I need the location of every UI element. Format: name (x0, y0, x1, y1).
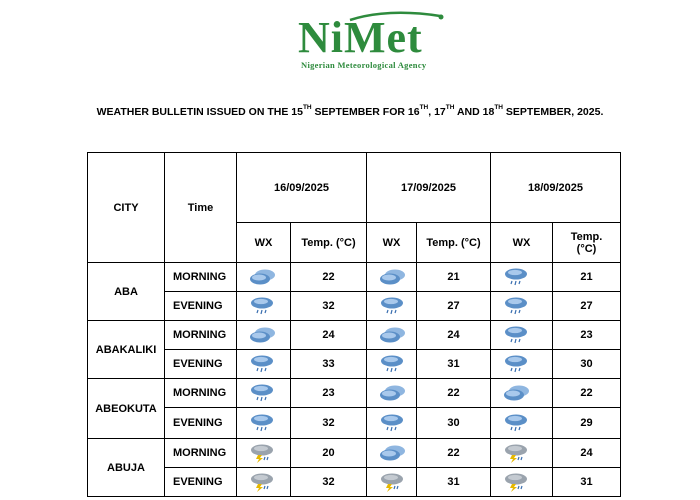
table-row (88, 350, 621, 379)
cloudy-icon (379, 444, 407, 462)
time-cell: EVENING (165, 408, 237, 439)
temp-cell: 31 (417, 468, 491, 497)
cloud-rain-icon (503, 413, 529, 433)
wx-cell (367, 263, 417, 292)
cloud-rain-icon (249, 354, 275, 374)
agency-name: Nigerian Meteorological Agency (301, 60, 427, 70)
cloud-rain-icon (503, 354, 529, 374)
temp-cell: 22 (417, 439, 491, 468)
wx-header: WX (237, 223, 291, 263)
temp-cell: 30 (417, 408, 491, 439)
temp-cell: 20 (291, 439, 367, 468)
city-cell: ABEOKUTA (88, 379, 165, 439)
temp-cell: 32 (291, 468, 367, 497)
cloud-rain-icon (249, 383, 275, 403)
temp-cell: 29 (553, 408, 621, 439)
wx-cell (237, 350, 291, 379)
temp-cell: 21 (417, 263, 491, 292)
time-cell: EVENING (165, 292, 237, 321)
temp-cell: 22 (417, 379, 491, 408)
cloud-rain-icon (379, 296, 405, 316)
wx-cell (237, 408, 291, 439)
wx-cell (237, 292, 291, 321)
temp-cell: 32 (291, 408, 367, 439)
cloud-rain-icon (503, 296, 529, 316)
temp-cell: 33 (291, 350, 367, 379)
city-header: CITY (88, 153, 165, 263)
cloudy-icon (249, 326, 277, 344)
temp-cell: 27 (553, 292, 621, 321)
wx-cell (367, 292, 417, 321)
temp-cell: 23 (291, 379, 367, 408)
cloud-rain-icon (503, 325, 529, 345)
temp-cell: 24 (417, 321, 491, 350)
time-cell: MORNING (165, 439, 237, 468)
wx-cell (237, 468, 291, 497)
temp-cell: 31 (553, 468, 621, 497)
temp-header: Temp. (°C) (291, 223, 367, 263)
wx-cell (237, 439, 291, 468)
date-header-1: 16/09/2025 (237, 153, 367, 223)
wx-cell (367, 439, 417, 468)
city-cell: ABA (88, 263, 165, 321)
wx-cell (491, 350, 553, 379)
cloudy-icon (249, 268, 277, 286)
cloudy-icon (503, 384, 531, 402)
weather-table (87, 152, 621, 497)
time-header: Time (165, 153, 237, 263)
thunderstorm-icon (503, 472, 529, 492)
table-row (88, 292, 621, 321)
cloud-rain-icon (503, 267, 529, 287)
table-row (88, 468, 621, 497)
temp-cell: 31 (417, 350, 491, 379)
wx-cell (367, 468, 417, 497)
time-cell: MORNING (165, 379, 237, 408)
temp-cell: 22 (553, 379, 621, 408)
table-row (88, 408, 621, 439)
thunderstorm-icon (503, 443, 529, 463)
wx-cell (237, 379, 291, 408)
city-cell: ABUJA (88, 439, 165, 497)
time-cell: EVENING (165, 350, 237, 379)
table-row (88, 263, 621, 292)
wx-cell (491, 263, 553, 292)
city-cell: ABAKALIKI (88, 321, 165, 379)
wx-cell (491, 468, 553, 497)
temp-cell: 22 (291, 263, 367, 292)
temp-cell: 24 (291, 321, 367, 350)
wx-cell (237, 263, 291, 292)
wx-cell (491, 439, 553, 468)
temp-cell: 30 (553, 350, 621, 379)
cloud-rain-icon (249, 413, 275, 433)
thunderstorm-icon (379, 472, 405, 492)
cloudy-icon (379, 268, 407, 286)
temp-cell: 27 (417, 292, 491, 321)
cloud-rain-icon (379, 354, 405, 374)
cloudy-icon (379, 384, 407, 402)
nimet-logo (298, 10, 448, 72)
temp-header: Temp. (°C) (553, 223, 621, 263)
wx-cell (237, 321, 291, 350)
table-row (88, 321, 621, 350)
date-header-2: 17/09/2025 (367, 153, 491, 223)
wx-cell (367, 350, 417, 379)
wx-cell (491, 292, 553, 321)
temp-cell: 24 (553, 439, 621, 468)
table-row (88, 439, 621, 468)
bulletin-title: WEATHER BULLETIN ISSUED ON THE 15TH SEPTEMBER FOR 16TH, 17TH AND 18TH SEPTEMBER, 2025. (96, 104, 604, 118)
wx-cell (491, 321, 553, 350)
temp-header: Temp. (°C) (417, 223, 491, 263)
thunderstorm-icon (249, 472, 275, 492)
temp-cell: 32 (291, 292, 367, 321)
temp-cell: 21 (553, 263, 621, 292)
date-header-3: 18/09/2025 (491, 153, 621, 223)
time-cell: EVENING (165, 468, 237, 497)
wx-cell (367, 379, 417, 408)
temp-cell: 23 (553, 321, 621, 350)
wx-cell (491, 379, 553, 408)
time-cell: MORNING (165, 321, 237, 350)
thunderstorm-icon (249, 443, 275, 463)
wx-cell (367, 321, 417, 350)
cloud-rain-icon (379, 413, 405, 433)
time-cell: MORNING (165, 263, 237, 292)
cloud-rain-icon (249, 296, 275, 316)
logo-text: NiMet (298, 13, 423, 62)
wx-header: WX (367, 223, 417, 263)
table-row (88, 379, 621, 408)
wx-cell (491, 408, 553, 439)
wx-cell (367, 408, 417, 439)
cloudy-icon (379, 326, 407, 344)
wx-header: WX (491, 223, 553, 263)
